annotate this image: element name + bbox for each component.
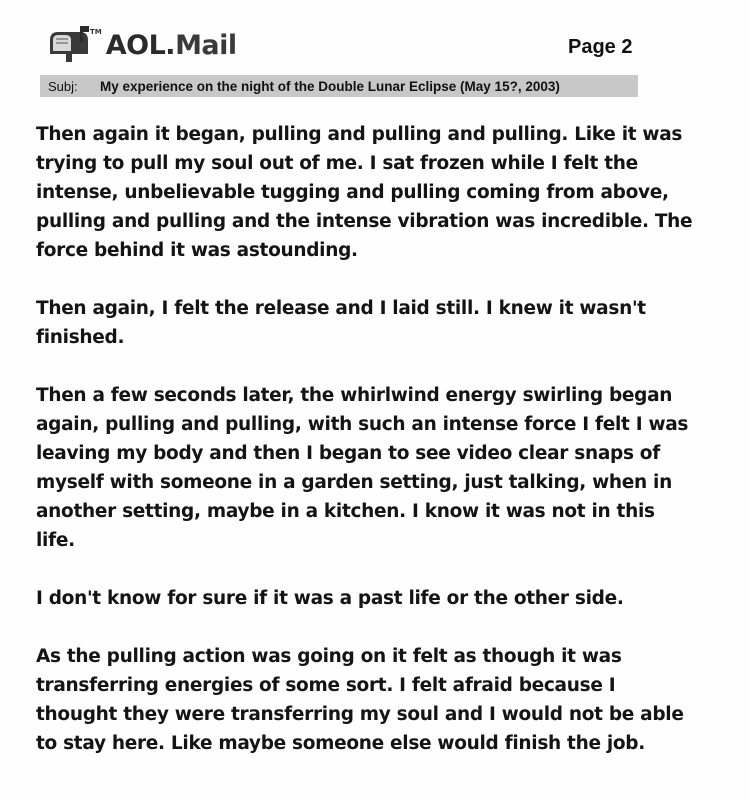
subject-text: My experience on the night of the Double Lunar Eclipse (May 15?, 2003) bbox=[100, 78, 560, 94]
subject-bar bbox=[40, 75, 638, 97]
logo-mail: Mail bbox=[175, 30, 237, 61]
mailbox-icon bbox=[44, 24, 94, 62]
message-body bbox=[36, 120, 726, 787]
subject-label: Subj: bbox=[48, 78, 78, 94]
paragraph: As the pulling action was going on it felt as though it was transferring energies of some sort. I felt afraid because I thought they were transferring my soul and I would not be able to stay here. Like maybe someone else would finish the job. bbox=[36, 646, 684, 754]
logo-aol: AOL. bbox=[105, 30, 176, 61]
paragraph: Then again, I felt the release and I laid still. I knew it wasn't finished. bbox=[36, 298, 646, 348]
page-number: Page 2 bbox=[568, 36, 633, 58]
logo-text bbox=[106, 31, 237, 61]
paragraph: Then again it began, pulling and pulling and pulling. Like it was trying to pull my soul out of me. I sat frozen while I felt the intense, unbelievable tugging and pulling coming from above, pulling and pulling and the intense vibration was incredible. The force behind it was astounding. bbox=[36, 124, 693, 261]
trademark-mark: TM bbox=[90, 28, 102, 36]
aol-mail-logo bbox=[44, 24, 237, 62]
paragraph: I don't know for sure if it was a past life or the other side. bbox=[36, 588, 624, 609]
paragraph: Then a few seconds later, the whirlwind energy swirling began again, pulling and pulling, with such an intense force I felt I was leaving my body and then I began to see video clear snaps of myself with someone in a garden setting, just talking, when in another setting, maybe in a kitchen. I know it was not in this life. bbox=[36, 385, 689, 551]
